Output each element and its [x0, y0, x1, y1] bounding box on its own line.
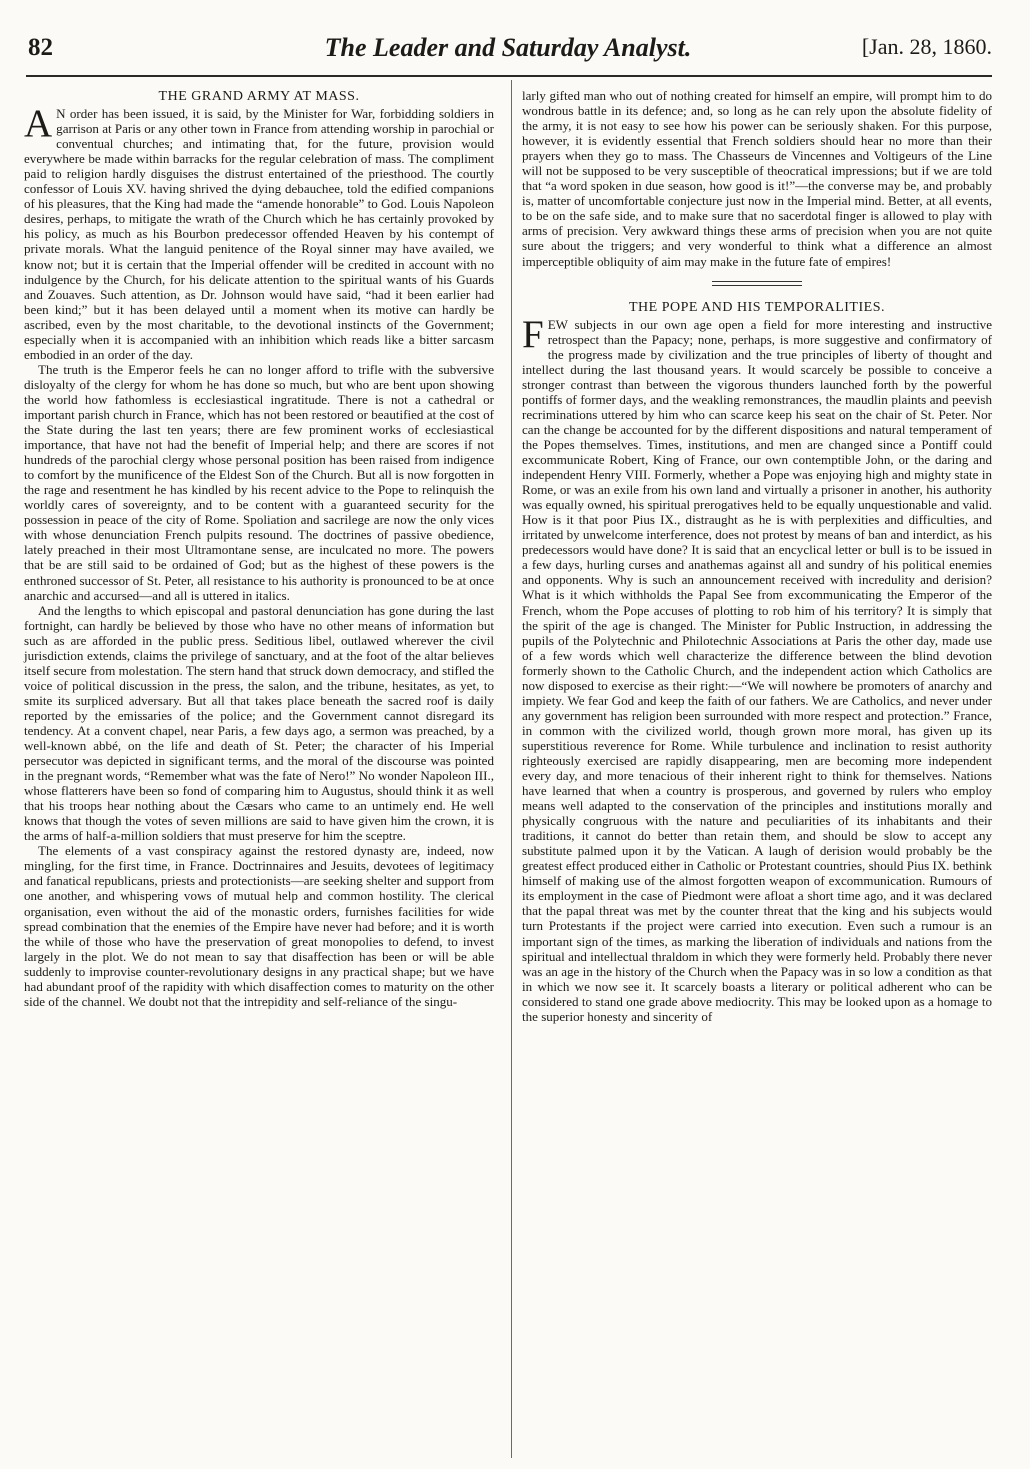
article-paragraph: FEW subjects in our own age open a field for more interesting and instructive retrospect than the Papacy; none, perhaps, is more suggestive and confirmatory of the progress made by civilization and the true principles of liberty of thought and intellect during the last thousand years. It would scarcely be possible to conceive a stronger contrast than between the vigorous thunders launched forth by the powerful pontiffs of former days, and the weakling remonstrances, the maudlin plaints and peevish recriminations uttered by him who can scarce keep his seat on the chair of St. Peter. Nor can the change be accounted for by the different dispositions and natural temperament of the Popes themselves. Times, institutions, and men are changed since a Pontiff could excommunicate Robert, King of France, our own contemptible John, or the daring and independent Henry VIII. Formerly, whether a Pope was enjoying high and mighty state in Rome, or was an exile from his own land and virtually a prisoner in another, his authority was equally owned, his spiritual prerogatives held to be equally unquestionable and valid. How is it that poor Pius IX., distraught as he is with perplexities and difficulties, and irritated by unwelcome interference, does not protest by means of ban and interdict, as his predecessors would have done? It is said that an encyclical letter or bull is to be issued in a few days, hurling curses and anathemas against all and sundry of his political enemies and opponents. Why is such an announcement received with incredulity and derision? What is it which withholds the Papal See from excommunicating the Emperor of the French, whom the Pope accuses of plotting to rob him of his territory? It is simply that the spirit of the age is changed. The Minister for Public Instruction, in addressing the pupils of the Polytechnic and Philotechnic Associations at Paris the other day, made use of a few words which well characterize the difference between the blind devotion formerly shown to the Catholic Church, and the independent action which Catholics are now disposed to exercise as their right:—“We will nowhere be promoters of anarchy and impiety. We fear God and keep the faith of our fathers. We are Catholics, and never under any government has religion been surrounded with more respect and protection.” France, in common with the civilized world, though grown more moral, has given up its superstitious reverence for Rome. While turbulence and inclination to resist authority righteously exercised are rapidly disappearing, men are becoming more independent every day, and more tenacious of their inherent right to think for themselves. Nations have learned that when a country is prosperous, and governed by rulers who employ means well adapted to the conservation of the principles and institutions morally and physically congruous with the nature and peculiarities of its inhabitants and their traditions, it cannot do better than retain them, and should be slow to accept any substitute palmed upon it by the Vatican. A laugh of derision would probably be the greatest effect produced either in Catholic or Protestant countries, should Pius IX. bethink himself of making use of the almost forgotten weapon of excommunication. Rumours of its employment in the case of Piedmont were afloat a short time ago, and it was declared that the papal threat was met by the counter threat that the king and his subjects would turn Protestants if the project were carried into execution. Even such a rumour is an important sign of the times, as marking the liberation of individuals and nations from the spiritual and intellectual thraldom in which they were formerly held. Probably there never was an age in the history of the Church when the Papacy was in so low a condition as that in which we now see it. It scarcely boasts a literary or political adherent who can be considered to stand one grade above mediocrity. This may be looked upon as a homage to the superior honesty and sincerity of: [522, 312, 992, 1024]
article-paragraph: A N order has been issued, it is said, by the Minister for War, forbidding soldiers in garrison at Paris or any other town in France from attending worship in parochial or conventual churches; and intimating that, for the future, provision would everywhere be made within barracks for the regular celebration of mass. The compliment paid to religion hardly disguises the distrust entertained of the priesthood. The courtly confessor of Louis XV. having shrived the dying debauchee, told the edified companions of his pleasures, that the King had made the “amende honorable” to God. Louis Napoleon desires, perhaps, to mitigate the wrath of the Church which he has certainly provoked by his policy, as much as his Bourbon predecessor offended Heaven by his contempt of private morals. What the languid penitence of the Royal sinner may have availed, we know not; but it is certain that the Imperial offender will be credited in account with no indulgence by the Church, for his delicate attention to the spiritual wants of his Guards and Zouaves. Such attention, as Dr. Johnson would have said, “had it been earlier had been kind;” but it has been delayed until a moment when its motive can hardly be ascribed, even by the most charitable, to the devotional instincts of the Government; especially when it is accompanied with an inhibition which reads like a bitter sarcasm embodied in an order of the day.: [24, 102, 494, 362]
section-divider: [712, 281, 802, 286]
page-number: 82: [28, 34, 53, 61]
article-paragraph: The elements of a vast conspiracy against the restored dynasty are, indeed, now mingling, for the first time, in France. Doctrinnaires and Jesuits, devotees of legitimacy and fanatical republicans, priests and protectionists—are seeking shelter and support from one another, and whispering vows of mutual help and common hostility. The clerical organisation, even without the aid of the monastic orders, furnishes facilities for wide spread combination that the enemies of the Empire have never had before; and it is worth the while of those who have the preservation of great monopolies to defend, to invest largely in the plot. We do not mean to say that disaffection has been or will be able suddenly to improvise counter-revolutionary designs in any practical shape; but we have had abundant proof of the rapidity with which disaffection comes to maturity on the other side of the channel. We doubt not that the intrepidity and self-reliance of the singu-: [24, 843, 494, 1009]
drop-cap: F: [522, 312, 544, 356]
article-continuation: larly gifted man who out of nothing created for himself an empire, will prompt him to do wondrous battle in its defence; and, so long as he can rely upon the absolute fidelity of the army, it is not easy to see how his power can be seriously shaken. For this purpose, however, it is evidently essential that French soldiers should hear no more than their prayers when they go to mass. The Chasseurs de Vincennes and Voltigeurs of the Line will not be supposed to be very susceptible of theocratical impressions; but if we are told that “a word spoken in due season, how good is it!”—the converse may be, and probably is, matter of uncomfortable conjecture just now in the Imperial mind. Better, at all events, to be on the safe side, and to make sure that no sacerdotal finger is allowed to play with arms of precision. Very awkward things these arms of precision when you are not quite sure about the triggers; and very wonderful to think what a difference an almost imperceptible obliquity of aim may make in the future fate of empires!: [522, 88, 992, 269]
publication-title: The Leader and Saturday Analyst.: [324, 33, 692, 62]
issue-date: [Jan. 28, 1860.: [861, 34, 992, 59]
column-divider: [511, 80, 512, 1458]
article-title: THE GRAND ARMY AT MASS.: [158, 89, 360, 104]
page-header: [24, 30, 992, 70]
header-rule: [26, 75, 992, 77]
article-paragraph: And the lengths to which episcopal and pastoral denunciation has gone during the last fortnight, can hardly be believed by those who have no other means of information but such as are afforded in the public press. Seditious libel, outlawed wherever the civil jurisdiction extends, claims the privilege of sanctuary, and at the foot of the altar believes itself secure from molestation. The stern hand that struck down democracy, and stifled the voice of political discussion in the press, the salon, and the tribune, hesitates, as yet, to smite its surpliced adversary. But all that takes place beneath the sacred roof is daily reported by the emissaries of the police; and the Government cannot disregard its tendency. At a convent chapel, near Paris, a few days ago, a sermon was preached, by a well-known abbé, on the life and death of St. Peter; the character of his Imperial persecutor was depicted in significant terms, and the moral of the discourse was pointed in the pregnant words, “Remember what was the fate of Nero!” No wonder Napoleon III., whose flatterers have been so fond of comparing him to Augustus, should think it as well that his troops hear nothing about the Cæsars who came to an untimely end. He well knows that though the votes of seven millions are said to have given him the crown, it is the arms of half-a-million soldiers that must preserve for him the sceptre.: [24, 602, 494, 844]
left-column: [24, 88, 494, 1009]
drop-cap: A: [24, 102, 53, 146]
right-column: [522, 88, 992, 1024]
article-title: THE POPE AND HIS TEMPORALITIES.: [629, 299, 885, 315]
article-paragraph: The truth is the Emperor feels he can no longer afford to trifle with the subversive disloyalty of the clergy for whom he has done so much, but who are bent upon showing the world how fathomless is ecclesiastical ingratitude. There is not a cathedral or important parish church in France, which has not been restored or beautified at the cost of the State during the last ten years; there are few prominent works of ecclesiastical importance, that have not had the benefit of Imperial help; and there are scores if not hundreds of the parochial clergy whose personal position has been raised from indigence to comfort by the munificence of the Eldest Son of the Church. But all is now forgotten in the rage and resentment he has kindled by his recent advice to the Pope to relinquish the worldly cares of sovereignty, and to be content with a guaranteed security for the possession in peace of the city of Rome. Spoliation and sacrilege are now the only vices with whose denunciation French pulpits resound. The doctrines of passive obedience, lately preached in their most Ultramontane sense, are inculcated no more. The powers that be are still said to be ordained of God; but as the highest of these powers is the enthroned successor of St. Peter, all resistance to his authority is pronounced to be at once anarchic and accursed—and all is uttered in italics.: [24, 361, 494, 603]
